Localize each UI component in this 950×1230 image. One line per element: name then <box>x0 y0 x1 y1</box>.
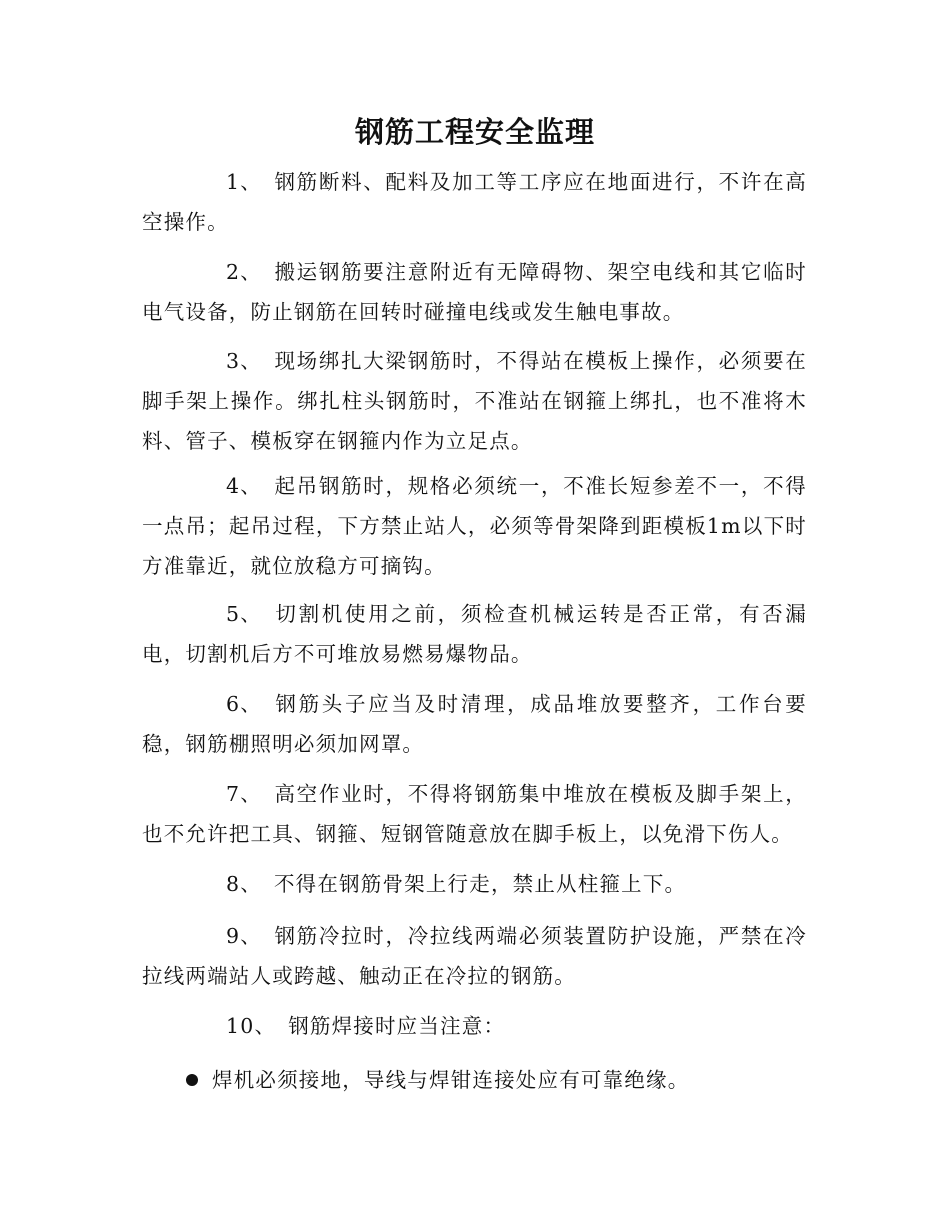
list-item <box>142 774 807 854</box>
item-text: 不得在钢筋骨架上行走，禁止从柱箍上下。 <box>273 872 687 896</box>
bullet-text: 焊机必须接地，导线与焊钳连接处应有可靠绝缘。 <box>212 1068 690 1092</box>
item-number: 6、 <box>226 692 262 716</box>
page-title: 钢筋工程安全监理 <box>354 115 595 149</box>
item-text: 现场绑扎大梁钢筋时，不得站在模板上操作，必须要在脚手架上操作。绑扎柱头钢筋时，不准站在钢箍上绑扎，也不准将木料、管子、模板穿在钢箍内作为立足点。 <box>142 349 807 453</box>
list-item <box>142 466 807 586</box>
list-item <box>142 594 807 674</box>
item-text: 起吊钢筋时，规格必须统一，不准长短参差不一，不得一点吊；起吊过程，下方禁止站人，必须等骨架降到距模板1m以下时方准靠近，就位放稳方可摘钩。 <box>142 474 807 578</box>
list-item <box>142 916 807 996</box>
list-item <box>142 162 807 242</box>
item-number: 2、 <box>226 260 262 284</box>
item-text: 搬运钢筋要注意附近有无障碍物、架空电线和其它临时电气设备，防止钢筋在回转时碰撞电线或发生触电事故。 <box>142 260 807 324</box>
list-item <box>142 252 807 332</box>
item-number: 7、 <box>226 782 262 806</box>
item-number: 3、 <box>226 349 262 373</box>
bullet-icon <box>186 1074 198 1086</box>
item-number: 4、 <box>226 474 262 498</box>
item-number: 1、 <box>226 170 262 194</box>
item-number: 5、 <box>226 602 262 626</box>
item-text: 钢筋头子应当及时清理，成品堆放要整齐，工作台要稳，钢筋棚照明必须加网罩。 <box>142 692 807 756</box>
bullet-item <box>186 1060 806 1100</box>
item-text: 钢筋冷拉时，冷拉线两端必须装置防护设施，严禁在冷拉线两端站人或跨越、触动正在冷拉的钢筋。 <box>142 924 807 988</box>
item-text: 高空作业时，不得将钢筋集中堆放在模板及脚手架上，也不允许把工具、钢箍、短钢管随意放在脚手板上，以免滑下伤人。 <box>142 782 807 846</box>
list-item <box>142 1006 807 1046</box>
list-item <box>142 864 807 904</box>
item-number: 10、 <box>226 1014 277 1038</box>
item-text: 切割机使用之前，须检查机械运转是否正常，有否漏电，切割机后方不可堆放易燃易爆物品。 <box>142 602 807 666</box>
list-item <box>142 684 807 764</box>
item-text: 钢筋焊接时应当注意： <box>288 1014 506 1038</box>
item-text: 钢筋断料、配料及加工等工序应在地面进行，不许在高空操作。 <box>142 170 807 234</box>
item-number: 9、 <box>226 924 262 948</box>
item-number: 8、 <box>226 872 262 896</box>
list-item <box>142 341 807 461</box>
